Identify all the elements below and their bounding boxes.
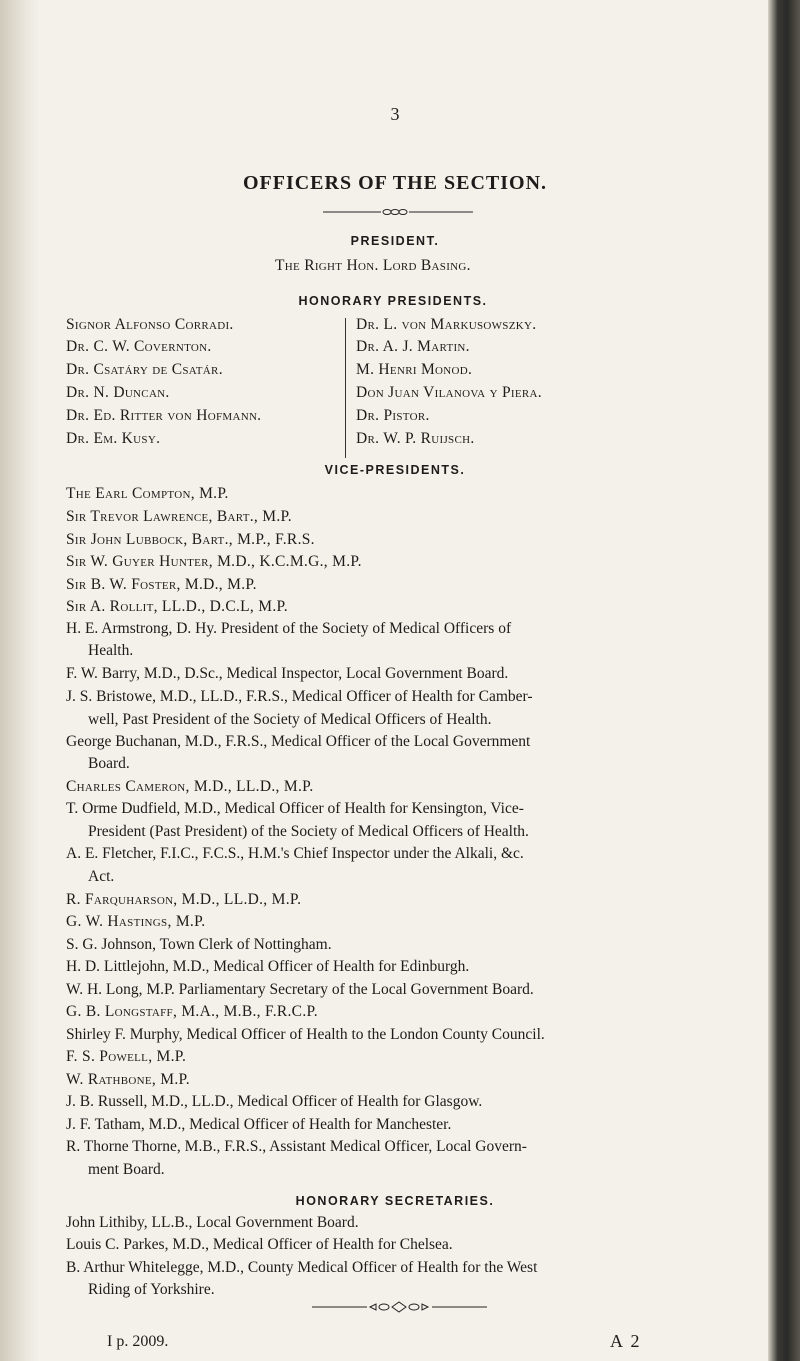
vice-president-line-continuation: well, Past President of the Society of Medical Officers of Health. <box>88 711 492 728</box>
closing-ornament-rule <box>312 1300 487 1314</box>
honorary-president: Dr. L. von Markusowszky. <box>356 316 537 333</box>
honorary-president: Dr. Pistor. <box>356 407 430 424</box>
honorary-president: Dr. C. W. Covernton. <box>66 338 212 355</box>
vice-president-line: Charles Cameron, M.D., LL.D., M.P. <box>66 778 314 795</box>
vice-president-line: R. Farquharson, M.D., LL.D., M.P. <box>66 891 302 908</box>
vice-president-line: Sir John Lubbock, Bart., M.P., F.R.S. <box>66 531 315 548</box>
page-number: 3 <box>390 104 400 124</box>
honorary-president: Dr. Csatáry de Csatár. <box>66 361 223 378</box>
honorary-president: Dr. A. J. Martin. <box>356 338 470 355</box>
honorary-president: Dr. Ed. Ritter von Hofmann. <box>66 407 262 424</box>
vice-president-line: A. E. Fletcher, F.I.C., F.C.S., H.M.'s Chief Inspector under the Alkali, &c. <box>66 845 524 862</box>
vice-president-line: J. F. Tatham, M.D., Medical Officer of Health for Manchester. <box>66 1116 452 1133</box>
vice-president-line: S. G. Johnson, Town Clerk of Nottingham. <box>66 936 332 953</box>
vice-president-line-continuation: ment Board. <box>88 1161 165 1178</box>
vice-president-line: H. D. Littlejohn, M.D., Medical Officer of Health for Edinburgh. <box>66 958 470 975</box>
vice-president-line-continuation: Act. <box>88 868 115 885</box>
signature-mark: I p. 2009. <box>107 1333 169 1350</box>
vice-president-line: G. B. Longstaff, M.A., M.B., F.R.C.P. <box>66 1003 318 1020</box>
honorary-president: Don Juan Vilanova y Piera. <box>356 384 542 401</box>
vice-president-line: H. E. Armstrong, D. Hy. President of the Society of Medical Officers of <box>66 620 512 637</box>
president-name: The Right Hon. Lord Basing. <box>275 257 471 274</box>
vice-president-line: J. B. Russell, M.D., LL.D., Medical Officer of Health for Glasgow. <box>66 1093 483 1110</box>
honorary-secretary-line: John Lithiby, LL.B., Local Government Board. <box>66 1214 359 1231</box>
vice-president-line: Sir Trevor Lawrence, Bart., M.P. <box>66 508 292 525</box>
vice-president-line: T. Orme Dudfield, M.D., Medical Officer of Health for Kensington, Vice- <box>66 800 524 817</box>
signature-letter: A 2 <box>610 1331 642 1351</box>
honorary-president: Dr. Em. Kusy. <box>66 430 161 447</box>
column-divider <box>345 318 346 458</box>
vice-president-line-continuation: President (Past President) of the Society of Medical Officers of Health. <box>88 823 529 840</box>
vice-president-line: W. H. Long, M.P. Parliamentary Secretary of the Local Government Board. <box>66 981 534 998</box>
honorary-secretaries-heading: HONORARY SECRETARIES. <box>295 1194 495 1208</box>
vice-president-line-continuation: Health. <box>88 642 134 659</box>
vice-president-line-continuation: Board. <box>88 755 130 772</box>
vice-president-line: Sir A. Rollit, LL.D., D.C.L, M.P. <box>66 598 288 615</box>
vice-president-line: W. Rathbone, M.P. <box>66 1071 190 1088</box>
title-ornament-rule <box>323 207 473 217</box>
president-heading: PRESIDENT. <box>350 234 440 248</box>
vice-president-line: George Buchanan, M.D., F.R.S., Medical Officer of the Local Government <box>66 733 531 750</box>
vice-president-line: J. S. Bristowe, M.D., LL.D., F.R.S., Medical Officer of Health for Camber- <box>66 688 533 705</box>
honorary-secretary-line: Louis C. Parkes, M.D., Medical Officer of Health for Chelsea. <box>66 1236 453 1253</box>
page-edge-shadow <box>0 0 40 1361</box>
honorary-president: M. Henri Monod. <box>356 361 473 378</box>
honorary-secretary-line: B. Arthur Whitelegge, M.D., County Medical Officer of Health for the West <box>66 1259 538 1276</box>
vice-presidents-heading: VICE-PRESIDENTS. <box>324 463 466 477</box>
honorary-president: Dr. N. Duncan. <box>66 384 170 401</box>
vice-president-line: F. S. Powell, M.P. <box>66 1048 187 1065</box>
vice-president-line: Shirley F. Murphy, Medical Officer of Health to the London County Council. <box>66 1026 545 1043</box>
vice-president-line: G. W. Hastings, M.P. <box>66 913 206 930</box>
vice-president-line: R. Thorne Thorne, M.B., F.R.S., Assistant Medical Officer, Local Govern- <box>66 1138 527 1155</box>
honorary-president: Dr. W. P. Ruijsch. <box>356 430 475 447</box>
vice-president-line: Sir B. W. Foster, M.D., M.P. <box>66 576 257 593</box>
honorary-presidents-heading: HONORARY PRESIDENTS. <box>298 294 488 308</box>
honorary-president: Signor Alfonso Corradi. <box>66 316 234 333</box>
vice-president-line: F. W. Barry, M.D., D.Sc., Medical Inspector, Local Government Board. <box>66 665 509 682</box>
honorary-secretary-line-continuation: Riding of Yorkshire. <box>88 1281 215 1298</box>
book-binding <box>768 0 800 1361</box>
vice-president-line: Sir W. Guyer Hunter, M.D., K.C.M.G., M.P. <box>66 553 362 570</box>
page-title: OFFICERS OF THE SECTION. <box>242 172 548 194</box>
vice-president-line: The Earl Compton, M.P. <box>66 485 229 502</box>
